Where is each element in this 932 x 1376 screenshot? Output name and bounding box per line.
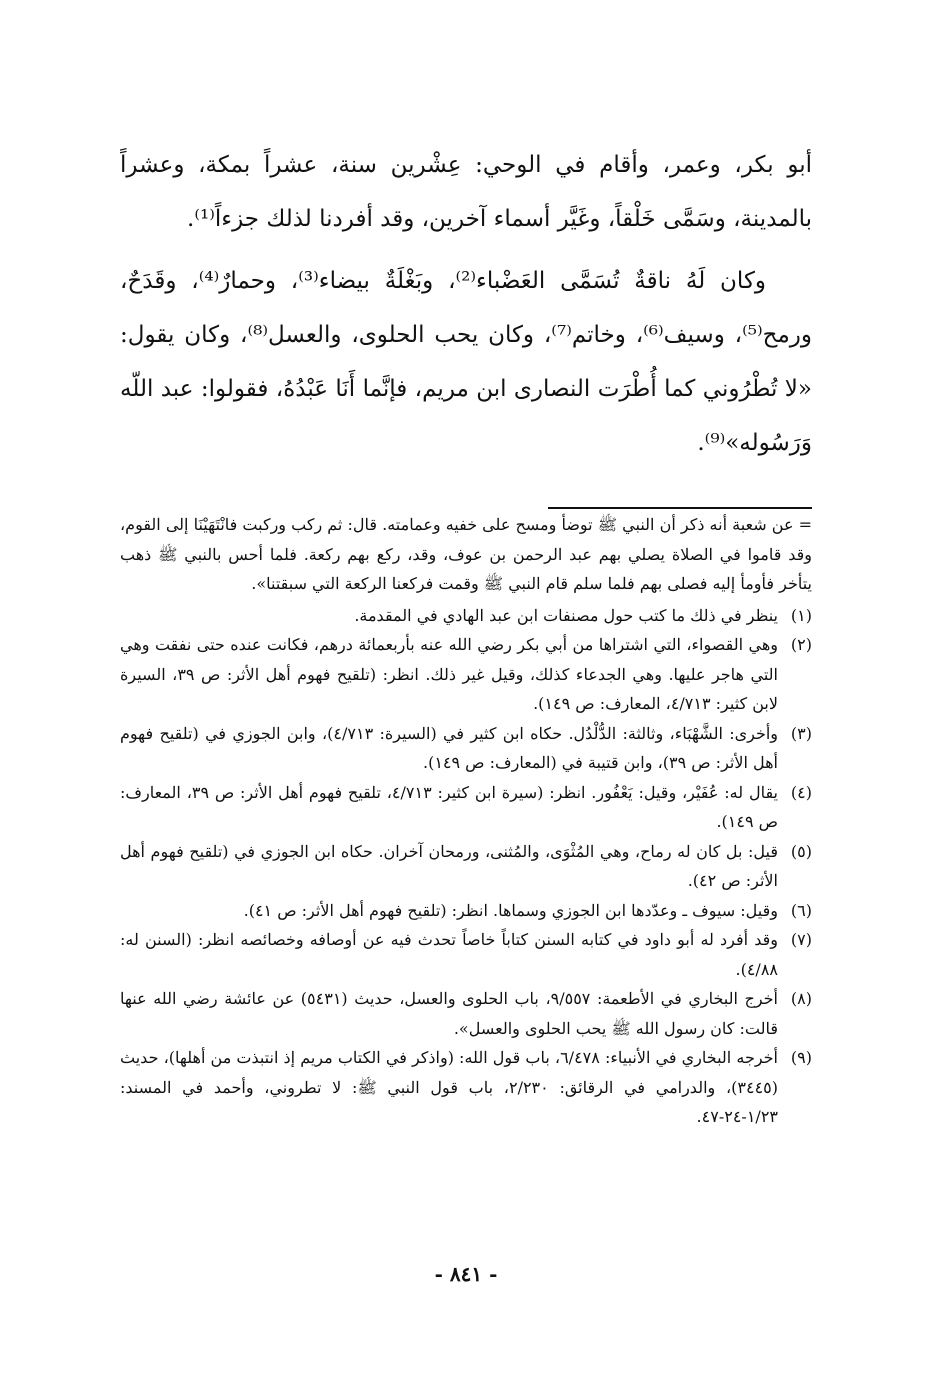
footnote-4 — [120, 778, 812, 837]
footnote-2 — [120, 630, 812, 719]
footnote-text: وهي القصواء، التي اشتراها من أبي بكر رضي الله عنه بأربعمائة درهم، فكانت عنده حتى نفقت وهي التي هاجر عليها. وهي الجدعاء كذلك، وقيل غير ذلك. انظر: (تلقيح فهوم أهل الأثر: ص ٣٩، السيرة لابن كثير: ٤/٧١٣، المعارف: ص ١٤٩). — [120, 635, 778, 713]
footnote-number: (٦) — [790, 900, 812, 920]
footnote-number: (٥) — [790, 841, 812, 861]
footnote-continuation: = عن شعبة أنه ذكر أن النبي ﷺ توضأ ومسح على خفيه وعمامته. قال: ثم ركب وركبت فانْتَهَيْنَا إلى القوم، وقد قاموا في الصلاة يصلي بهم عبد الرحمن بن عوف، وقد، ركع بهم ركعة. فلما أحس بالنبي ﷺ ذهب يتأخر فأومأ إليه فصلى بهم فلما سلم قام النبي ﷺ وقمت فركعنا الركعة التي سبقتنا». — [120, 515, 812, 593]
footnotes — [120, 510, 812, 1132]
footnote-8 — [120, 984, 812, 1043]
footnote-6 — [120, 896, 812, 926]
footnote-5 — [120, 837, 812, 896]
footnote-7 — [120, 925, 812, 984]
footnote-text: وقيل: سيوف ـ وعدّدها ابن الجوزي وسماها. انظر: (تلقيح فهوم أهل الأثر: ص ٤١). — [243, 900, 778, 920]
footnote-text: أخرج البخاري في الأطعمة: ٩/٥٥٧، باب الحلوى والعسل، حديث (٥٤٣١) عن عائشة رضي الله عنها قالت: كان رسول الله ﷺ يحب الحلوى والعسل». — [120, 989, 778, 1038]
footnote-text: يقال له: عُفَيْر، وقيل: يَعْفُور. انظر: (سيرة ابن كثير: ٤/٧١٣، تلقيح فهوم أهل الأثر: ص ٣٩، المعارف: ص ١٤٩). — [120, 782, 778, 831]
footnote-9 — [120, 1043, 812, 1132]
footnote-separator — [548, 507, 812, 509]
footnote-text: وأخرى: الشَّهْبَاء، وثالثة: الدُّلْدُل. حكاه ابن كثير في (السيرة: ٤/٧١٣)، وابن الجوزي في (تلقيح فهوم أهل الأثر: ص ٣٩)، وابن قتيبة في (المعارف: ص ١٤٩). — [120, 723, 779, 772]
footnote-text: وقد أفرد له أبو داود في كتابه السنن كتاباً خاصاً تحدث فيه عن أوصافه وخصائصه انظر: (السنن له: ٤/٨٨). — [120, 930, 779, 979]
footnote-text: قيل: بل كان له رماح، وهي المُثْوَى، والمُثنى، ورمحان آخران. حكاه ابن الجوزي في (تلقيح فهوم أهل الأثر: ص ٤٢). — [120, 841, 778, 890]
footnote-number: (١) — [790, 605, 812, 625]
footnote-text: ينظر في ذلك ما كتب حول مصنفات ابن عبد الهادي في المقدمة. — [354, 605, 778, 625]
footnote-number: (٣) — [790, 723, 812, 743]
footnote-number: (٤) — [790, 782, 812, 802]
footnote-1 — [120, 601, 812, 631]
footnote-number: (٢) — [790, 635, 812, 654]
footnote-number: (٧) — [790, 930, 812, 949]
footnote-number: (٨) — [790, 989, 812, 1008]
footnote-text: أخرجه البخاري في الأنبياء: ٦/٤٧٨، باب قول الله: (واذكر في الكتاب مريم إذ انتبذت من أهلها)، حديث (٣٤٤٥)، والدرامي في الرقائق: ٢/٢٣٠، باب قول النبي ﷺ: لا تطروني، وأحمد في المسند: ١/٢٣-٢٤-٤٧. — [120, 1048, 779, 1126]
footnote-3 — [120, 719, 812, 778]
page-number: - ٨٤١ - — [434, 1262, 498, 1286]
body-paragraph-2: وكان لَهُ ناقةٌ تُسَمَّى العَضْباء⁽²⁾، وبَغْلَةٌ بيضاء⁽³⁾، وحمارٌ⁽⁴⁾، وقَدَحٌ، ورمح⁽⁵⁾، وسيف⁽⁶⁾، وخاتم⁽⁷⁾، وكان يحب الحلوى، والعسل⁽⁸⁾، وكان يقول: «لا تُطْرُوني كما أُطْرَت النصارى ابن مريم، فإنَّما أَنَا عَبْدُهُ، فقولوا: عبد اللّه وَرَسُوله»⁽⁹⁾. — [120, 268, 812, 456]
main-text — [120, 138, 812, 478]
body-paragraph-1: أبو بكر، وعمر، وأقام في الوحي: عِشْرين سنة، عشراً بمكة، وعشراً بالمدينة، وسَمَّى خَلْقاً، وغَيَّر أسماء آخرين، وقد أفردنا لذلك جزءاً⁽¹⁾. — [120, 152, 812, 232]
footnote-number: (٩) — [790, 1048, 812, 1067]
